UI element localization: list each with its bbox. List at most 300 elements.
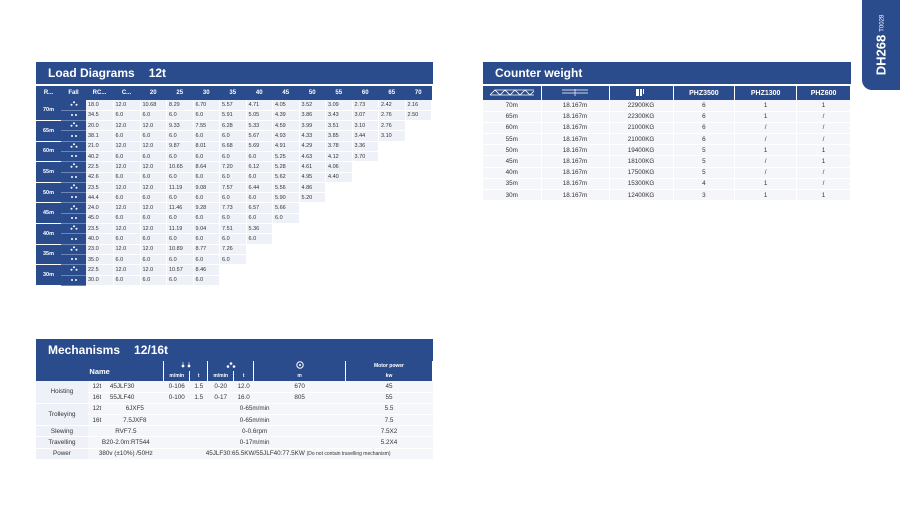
load-value-cell: 6.0 <box>113 151 140 161</box>
cw-cell: 1 <box>797 145 851 156</box>
travelling-row <box>36 437 433 448</box>
cw-cell: 6 <box>673 134 735 145</box>
load-value-cell: 2.50 <box>405 110 432 120</box>
load-value-cell: 7.51 <box>220 224 247 234</box>
double-fall-icon <box>61 224 86 234</box>
load-row <box>36 224 432 234</box>
cell: 1.5 <box>190 381 208 392</box>
empty-cell <box>352 244 379 254</box>
cw-cell: 22900KG <box>609 100 673 111</box>
cw-cell: 1 <box>735 145 797 156</box>
load-value-cell: 40.0 <box>86 234 113 244</box>
load-value-cell: 4.33 <box>299 131 326 141</box>
empty-cell <box>352 254 379 264</box>
load-value-cell: 6.0 <box>167 254 194 264</box>
load-value-cell: 6.0 <box>167 131 194 141</box>
load-header-cell: 55 <box>326 86 353 100</box>
cw-cell: 22300KG <box>609 111 673 122</box>
cw-row <box>483 145 851 156</box>
empty-cell <box>246 254 273 264</box>
double-fall-icon <box>208 361 254 371</box>
load-value-cell: 8.29 <box>167 100 194 110</box>
load-value-cell: 7.26 <box>220 244 247 254</box>
empty-cell <box>405 182 432 192</box>
jib-length-label: 50m <box>36 182 61 203</box>
trolleying-row-2 <box>36 415 433 426</box>
load-value-cell: 6.28 <box>220 121 247 131</box>
load-value-cell: 42.6 <box>86 172 113 182</box>
load-row <box>36 265 432 275</box>
empty-cell <box>326 254 353 264</box>
load-value-cell: 2.76 <box>379 121 406 131</box>
cw-cell: 4 <box>673 178 735 189</box>
double-fall-icon <box>61 265 86 275</box>
cw-cell: 18.167m <box>541 178 609 189</box>
load-value-cell: 2.73 <box>352 100 379 110</box>
rope-drum-icon <box>254 361 346 371</box>
load-value-cell: 6.0 <box>140 131 167 141</box>
cell: 1.5 <box>190 392 208 403</box>
load-value-cell: 6.0 <box>220 254 247 264</box>
load-value-cell: 7.20 <box>220 162 247 172</box>
cw-cell: 5 <box>673 156 735 167</box>
cw-cell: / <box>797 111 851 122</box>
load-value-cell: 12.0 <box>140 265 167 275</box>
load-value-cell: 6.0 <box>193 151 220 161</box>
mech-name-header: Name <box>36 361 164 381</box>
load-row <box>36 275 432 285</box>
load-value-cell: 3.09 <box>326 100 353 110</box>
empty-cell <box>352 234 379 244</box>
jib-length-label: 30m <box>36 265 61 286</box>
cw-cell: / <box>735 122 797 133</box>
empty-cell <box>379 203 406 213</box>
cell: RVF7.5 <box>88 426 164 437</box>
empty-cell <box>299 213 326 223</box>
cell: 7.5JXF8 <box>106 415 164 426</box>
load-value-cell: 3.10 <box>379 131 406 141</box>
empty-cell <box>352 182 379 192</box>
single-fall-icon <box>61 254 86 264</box>
cw-cell: 18.167m <box>541 111 609 122</box>
load-value-cell: 5.56 <box>273 182 300 192</box>
load-value-cell: 6.0 <box>193 172 220 182</box>
cell: 7.5 <box>346 415 433 426</box>
load-row <box>36 162 432 172</box>
cw-cell: 1 <box>735 111 797 122</box>
jib-length-label: 45m <box>36 203 61 224</box>
load-value-cell: 6.0 <box>193 110 220 120</box>
motor-power-header: Motor power <box>346 361 433 371</box>
counter-weight-table <box>483 86 851 201</box>
cw-cell: 50m <box>483 145 541 156</box>
cw-cell: 1 <box>797 190 851 201</box>
cell: 0-17 <box>208 392 234 403</box>
cw-cell: 21000KG <box>609 122 673 133</box>
unit-m: m <box>254 371 346 381</box>
load-value-cell: 5.67 <box>246 131 273 141</box>
load-header-cell: 60 <box>352 86 379 100</box>
load-value-cell: 3.10 <box>352 121 379 131</box>
cw-row <box>483 134 851 145</box>
cell: 0-17m/min <box>164 437 346 448</box>
cw-cell: / <box>797 134 851 145</box>
cw-cell: / <box>797 167 851 178</box>
cw-cell: 55m <box>483 134 541 145</box>
empty-cell <box>405 172 432 182</box>
load-value-cell: 3.44 <box>352 131 379 141</box>
cw-cell: 18.167m <box>541 122 609 133</box>
load-value-cell: 4.71 <box>246 100 273 110</box>
empty-cell <box>405 131 432 141</box>
load-value-cell: 8.46 <box>193 265 220 275</box>
load-value-cell: 3.07 <box>352 110 379 120</box>
load-value-cell: 6.0 <box>220 193 247 203</box>
load-row <box>36 213 432 223</box>
cw-header-phz3500: PHZ3500 <box>673 86 735 100</box>
empty-cell <box>326 193 353 203</box>
load-value-cell: 6.0 <box>113 234 140 244</box>
empty-cell <box>352 275 379 285</box>
load-value-cell: 23.0 <box>86 244 113 254</box>
double-fall-icon <box>61 121 86 131</box>
load-value-cell: 6.57 <box>246 203 273 213</box>
empty-cell <box>405 141 432 151</box>
load-value-cell: 5.69 <box>246 141 273 151</box>
load-header-cell: C... <box>113 86 140 100</box>
load-value-cell: 5.20 <box>299 193 326 203</box>
load-value-cell: 3.43 <box>326 110 353 120</box>
cw-cell: 1 <box>735 178 797 189</box>
load-value-cell: 6.0 <box>113 254 140 264</box>
load-header-cell: Fall <box>61 86 86 100</box>
cell: 45 <box>346 381 433 392</box>
load-value-cell: 6.0 <box>113 213 140 223</box>
hoisting-label: Hoisting <box>36 381 88 403</box>
cell: 12t <box>88 381 106 392</box>
unit-t-1: t <box>190 371 208 381</box>
load-value-cell: 6.0 <box>167 110 194 120</box>
load-value-cell: 12.0 <box>140 121 167 131</box>
empty-cell <box>379 234 406 244</box>
load-value-cell: 4.61 <box>299 162 326 172</box>
empty-cell <box>405 162 432 172</box>
cw-cell: 30m <box>483 190 541 201</box>
empty-cell <box>246 265 273 275</box>
load-value-cell: 12.0 <box>113 265 140 275</box>
load-value-cell: 6.0 <box>140 151 167 161</box>
load-value-cell: 4.86 <box>299 182 326 192</box>
double-fall-icon <box>61 162 86 172</box>
cell: 16.0 <box>234 392 254 403</box>
double-fall-icon <box>61 100 86 110</box>
empty-cell <box>299 224 326 234</box>
cw-cell: / <box>735 167 797 178</box>
load-value-cell: 6.0 <box>113 131 140 141</box>
empty-cell <box>326 275 353 285</box>
empty-cell <box>405 234 432 244</box>
cell: 16t <box>88 415 106 426</box>
load-value-cell: 30.0 <box>86 275 113 285</box>
load-value-cell: 3.52 <box>299 100 326 110</box>
cw-cell: 45m <box>483 156 541 167</box>
power-note: (Do not contain travelling mechanism) <box>306 451 391 458</box>
load-value-cell: 12.0 <box>113 100 140 110</box>
load-row <box>36 193 432 203</box>
cw-cell: 12400KG <box>609 190 673 201</box>
load-value-cell: 6.0 <box>113 275 140 285</box>
load-value-cell: 6.0 <box>193 131 220 141</box>
load-value-cell: 12.0 <box>140 162 167 172</box>
cw-cell: 18.167m <box>541 190 609 201</box>
cw-row <box>483 190 851 201</box>
cell: 0-100 <box>164 392 190 403</box>
load-row <box>36 254 432 264</box>
load-value-cell: 6.0 <box>167 275 194 285</box>
jib-length-label: 35m <box>36 244 61 265</box>
model-sub: T0028 <box>879 14 886 32</box>
single-fall-icon <box>61 131 86 141</box>
cell: 805 <box>254 392 346 403</box>
load-value-cell: 12.0 <box>140 224 167 234</box>
load-value-cell: 6.0 <box>193 213 220 223</box>
load-value-cell: 23.5 <box>86 182 113 192</box>
load-value-cell: 6.0 <box>220 213 247 223</box>
load-value-cell: 6.0 <box>246 234 273 244</box>
load-value-cell: 5.62 <box>273 172 300 182</box>
load-row <box>36 110 432 120</box>
load-value-cell: 4.05 <box>273 100 300 110</box>
empty-cell <box>273 224 300 234</box>
load-header-cell: 65 <box>379 86 406 100</box>
empty-cell <box>379 162 406 172</box>
mech-header-row-1 <box>36 361 433 371</box>
load-value-cell: 18.0 <box>86 100 113 110</box>
load-value-cell: 6.0 <box>220 151 247 161</box>
load-row <box>36 203 432 213</box>
cell: 0-0.6rpm <box>164 426 346 437</box>
cw-cell: 21000KG <box>609 134 673 145</box>
empty-cell <box>299 244 326 254</box>
load-value-cell: 6.0 <box>113 110 140 120</box>
load-row <box>36 151 432 161</box>
load-row <box>36 131 432 141</box>
load-value-cell: 5.25 <box>273 151 300 161</box>
load-value-cell: 6.0 <box>220 172 247 182</box>
load-value-cell: 12.0 <box>140 203 167 213</box>
load-header-cell: 50 <box>299 86 326 100</box>
jib-length-label: 70m <box>36 100 61 121</box>
load-value-cell: 2.76 <box>379 110 406 120</box>
empty-cell <box>379 224 406 234</box>
load-value-cell: 6.0 <box>246 172 273 182</box>
load-value-cell: 23.5 <box>86 224 113 234</box>
empty-cell <box>405 244 432 254</box>
load-value-cell: 22.5 <box>86 265 113 275</box>
cell: 55JLF40 <box>106 392 164 403</box>
cell: 0-65m/min <box>164 403 346 414</box>
empty-cell <box>326 244 353 254</box>
cw-cell: 60m <box>483 122 541 133</box>
load-row <box>36 244 432 254</box>
load-value-cell: 8.64 <box>193 162 220 172</box>
load-value-cell: 9.28 <box>193 203 220 213</box>
empty-cell <box>405 265 432 275</box>
cw-row <box>483 111 851 122</box>
load-value-cell: 5.91 <box>220 110 247 120</box>
load-value-cell: 24.0 <box>86 203 113 213</box>
double-fall-icon <box>61 244 86 254</box>
load-value-cell: 5.33 <box>246 121 273 131</box>
load-value-cell: 6.0 <box>246 151 273 161</box>
load-value-cell: 6.70 <box>193 100 220 110</box>
slewing-label: Slewing <box>36 426 88 437</box>
load-value-cell: 22.5 <box>86 162 113 172</box>
load-value-cell: 6.0 <box>220 131 247 141</box>
load-value-cell: 6.0 <box>140 213 167 223</box>
empty-cell <box>246 244 273 254</box>
load-value-cell: 5.66 <box>273 203 300 213</box>
load-value-cell: 6.0 <box>167 193 194 203</box>
jib-icon <box>483 86 541 100</box>
cell: 670 <box>254 381 346 392</box>
load-value-cell: 12.0 <box>113 203 140 213</box>
load-value-cell: 12.0 <box>113 244 140 254</box>
cw-row <box>483 167 851 178</box>
cell: 12.0 <box>234 381 254 392</box>
cw-cell: 6 <box>673 100 735 111</box>
load-value-cell: 12.0 <box>140 244 167 254</box>
cw-cell: 19400KG <box>609 145 673 156</box>
empty-cell <box>405 121 432 131</box>
load-value-cell: 4.63 <box>299 151 326 161</box>
cw-cell: 40m <box>483 167 541 178</box>
load-value-cell: 10.57 <box>167 265 194 275</box>
empty-cell <box>379 265 406 275</box>
load-value-cell: 4.12 <box>326 151 353 161</box>
load-value-cell: 6.0 <box>167 172 194 182</box>
empty-cell <box>299 275 326 285</box>
mechanisms-title <box>36 339 433 361</box>
load-value-cell: 4.59 <box>273 121 300 131</box>
empty-cell <box>299 254 326 264</box>
load-value-cell: 12.0 <box>113 182 140 192</box>
load-value-cell: 5.05 <box>246 110 273 120</box>
cw-cell: 18.167m <box>541 134 609 145</box>
empty-cell <box>299 265 326 275</box>
load-value-cell: 5.90 <box>273 193 300 203</box>
empty-cell <box>405 213 432 223</box>
cw-row <box>483 156 851 167</box>
double-fall-icon <box>61 141 86 151</box>
load-value-cell: 6.0 <box>246 213 273 223</box>
load-value-cell: 7.73 <box>220 203 247 213</box>
empty-cell <box>405 275 432 285</box>
cw-cell: / <box>797 178 851 189</box>
cell: 7.5X2 <box>346 426 433 437</box>
empty-cell <box>352 265 379 275</box>
single-fall-icon <box>61 275 86 285</box>
load-value-cell: 40.2 <box>86 151 113 161</box>
load-value-cell: 7.57 <box>220 182 247 192</box>
cw-cell: 15300KG <box>609 178 673 189</box>
empty-cell <box>405 254 432 264</box>
load-value-cell: 9.33 <box>167 121 194 131</box>
load-value-cell: 6.0 <box>193 275 220 285</box>
mech-title-text: Mechanisms <box>48 343 121 357</box>
load-value-cell: 12.0 <box>113 224 140 234</box>
load-row <box>36 141 432 151</box>
single-fall-icon <box>164 361 208 371</box>
model-title: DH268 <box>873 34 889 76</box>
empty-cell <box>273 244 300 254</box>
slewing-row <box>36 426 433 437</box>
cw-cell: 1 <box>735 100 797 111</box>
power-label: Power <box>36 448 88 459</box>
cw-row <box>483 100 851 111</box>
load-body <box>36 100 432 285</box>
load-value-cell: 3.70 <box>352 151 379 161</box>
cw-cell: 18.167m <box>541 145 609 156</box>
load-row <box>36 172 432 182</box>
load-value-cell: 6.44 <box>246 182 273 192</box>
empty-cell <box>246 275 273 285</box>
load-value-cell: 6.0 <box>140 172 167 182</box>
cell: 5.5 <box>346 403 433 414</box>
load-header-cell: 35 <box>220 86 247 100</box>
cw-cell: 70m <box>483 100 541 111</box>
jib-length-label: 40m <box>36 224 61 245</box>
load-header-cell: 70 <box>405 86 432 100</box>
load-value-cell: 6.0 <box>140 254 167 264</box>
unit-mmin-2: m/min <box>208 371 234 381</box>
cw-cell: 6 <box>673 111 735 122</box>
load-value-cell: 6.0 <box>167 151 194 161</box>
load-value-cell: 44.4 <box>86 193 113 203</box>
load-title-text: Load Diagrams <box>48 66 135 80</box>
cw-cell: 1 <box>735 190 797 201</box>
load-value-cell: 7.55 <box>193 121 220 131</box>
empty-cell <box>326 203 353 213</box>
single-fall-icon <box>61 172 86 182</box>
load-value-cell: 12.0 <box>113 162 140 172</box>
load-value-cell: 6.12 <box>246 162 273 172</box>
cell: 16t <box>88 392 106 403</box>
empty-cell <box>352 172 379 182</box>
power-row <box>36 448 433 459</box>
load-value-cell: 3.78 <box>326 141 353 151</box>
load-value-cell: 6.0 <box>193 254 220 264</box>
cell: 12t <box>88 403 106 414</box>
load-value-cell: 4.91 <box>273 141 300 151</box>
cell: 380v (±10%) /50Hz <box>88 448 164 459</box>
load-value-cell: 34.5 <box>86 110 113 120</box>
load-value-cell: 10.68 <box>140 100 167 110</box>
load-value-cell: 4.39 <box>273 110 300 120</box>
empty-cell <box>379 182 406 192</box>
empty-cell <box>326 265 353 275</box>
load-value-cell: 6.0 <box>113 172 140 182</box>
empty-cell <box>405 151 432 161</box>
empty-cell <box>326 182 353 192</box>
load-header-cell: 20 <box>140 86 167 100</box>
load-header-cell: 25 <box>167 86 194 100</box>
cell: 5.2X4 <box>346 437 433 448</box>
counter-weight-title <box>483 62 851 84</box>
cw-cell: / <box>735 134 797 145</box>
empty-cell <box>326 213 353 223</box>
load-value-cell: 20.0 <box>86 121 113 131</box>
